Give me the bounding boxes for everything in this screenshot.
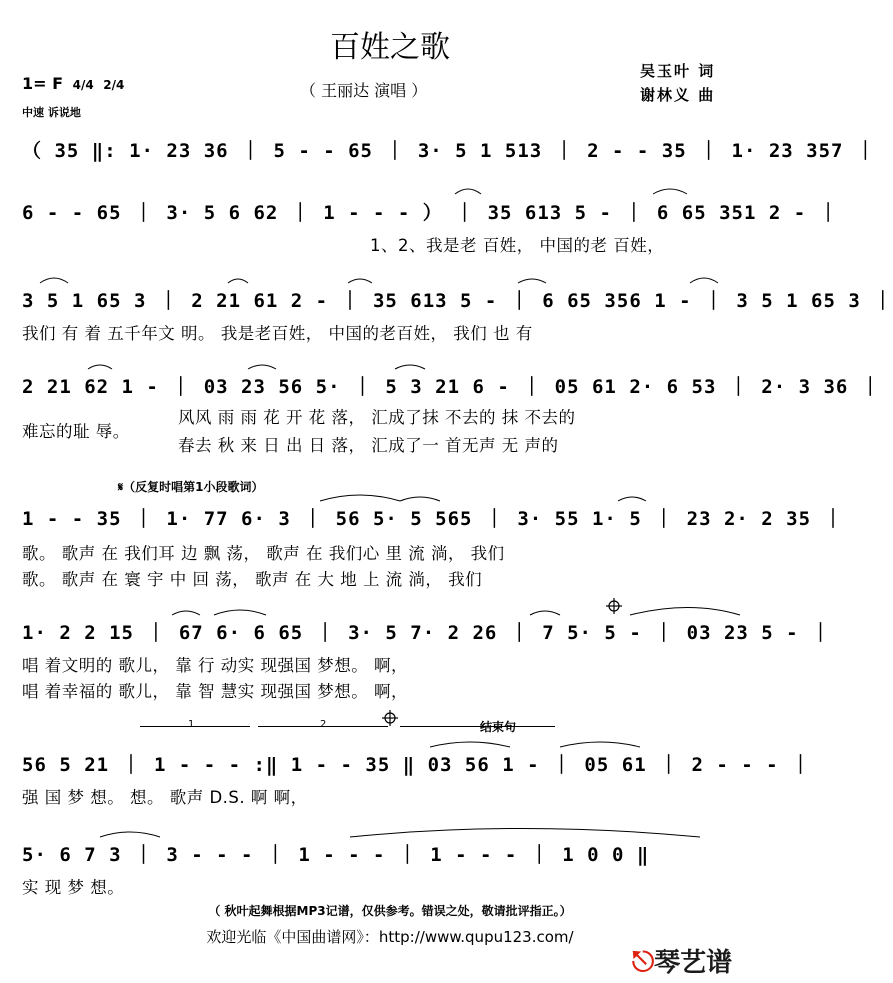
logo-text: 琴艺谱 — [654, 948, 733, 978]
notation-row-4: 2 21 62 1 - ｜ 03 23 56 5· ｜ 5 3 21 6 - ｜ 05 61 2· 6 53 ｜ 2· 3 36 ｜ — [22, 376, 881, 398]
notation-row-7: 56 5 21 ｜ 1 - - - :‖ 1 - - 35 ‖ 03 56 1 - ｜ 05 61 ｜ 2 - - - ｜ — [22, 754, 812, 776]
slur-mark — [228, 279, 248, 283]
slur-mark — [214, 610, 266, 615]
slur-mark — [320, 495, 400, 501]
logo-mark-icon: ⎋ — [632, 945, 655, 978]
slur-mark — [172, 611, 200, 615]
slur-mark — [560, 742, 640, 747]
composer-credit: 谢林义 曲 — [640, 86, 716, 104]
slur-mark — [40, 278, 68, 283]
slur-mark — [400, 497, 440, 501]
lyricist-credit: 吴玉叶 词 — [640, 62, 716, 80]
singer-credit: （ 王丽达 演唱 ） — [300, 81, 428, 100]
segno-instruction: 𝄋（反复时唱第1小段歌词） — [118, 480, 264, 494]
coda-sign-2 — [382, 710, 398, 726]
lyrics-row-8: 实 现 梦 想。 — [22, 878, 125, 897]
slur-mark — [248, 365, 276, 369]
notation-row-1: （ 35 ‖: 1· 23 36 ｜ 5 - - 65 ｜ 3· 5 1 513 ｜ 2 - - 35 ｜ 1· 23 357 ｜ — [22, 140, 876, 162]
transcription-note: （ 秋叶起舞根据MP3记谱，仅供参考。错误之处，敬请批评指正。） — [208, 904, 572, 918]
ending-label: 结束句 — [480, 720, 517, 734]
meter-a: 4/4 — [72, 78, 94, 92]
notation-row-8: 5· 6 7 3 ｜ 3 - - - ｜ 1 - - - ｜ 1 - - - ｜ 1 0 0 ‖ — [22, 844, 650, 866]
tempo-marking: 中速 诉说地 — [22, 106, 81, 119]
meter-b: 2/4 — [103, 78, 125, 92]
slur-mark — [518, 279, 546, 283]
slur-mark — [395, 365, 425, 369]
lyrics-row-5-verse-1: 歌。 歌声 在 我们耳 边 飘 荡， 歌声 在 我们心 里 流 淌， 我们 — [22, 544, 505, 563]
coda-sign-1 — [606, 598, 622, 614]
slur-mark — [430, 742, 510, 747]
volta-1-label: 1 — [188, 719, 195, 730]
slur-mark — [100, 832, 160, 837]
volta-2-label: 2 — [320, 719, 327, 730]
lyrics-row-4-verse-2: 春去 秋 来 日 出 日 落， 汇成了一 首无声 无 声的 — [178, 436, 559, 455]
slur-mark — [653, 189, 687, 194]
slur-mark — [690, 278, 718, 283]
slur-mark — [348, 279, 372, 283]
lyrics-row-3: 我们 有 着 五千年文 明。 我是老百姓， 中国的老百姓， 我们 也 有 — [22, 324, 533, 343]
lyrics-row-4-verse-1: 风风 雨 雨 花 开 花 落， 汇成了抹 不去的 抹 不去的 — [178, 408, 576, 427]
site-credit: 欢迎光临《中国曲谱网》：http://www.qupu123.com/ — [206, 928, 574, 946]
lyrics-row-5-verse-2: 歌。 歌声 在 寰 宇 中 回 荡， 歌声 在 大 地 上 流 淌， 我们 — [22, 570, 483, 589]
slur-mark — [630, 608, 740, 616]
notation-row-5: 1 - - 35 ｜ 1· 77 6· 3 ｜ 56 5· 5 565 ｜ 3· 55 1· 5 ｜ 23 2· 2 35 ｜ — [22, 508, 844, 530]
lyrics-row-6-verse-2: 唱 着幸福的 歌儿， 靠 智 慧实 现强国 梦想。 啊， — [22, 682, 408, 701]
slur-mark — [618, 497, 646, 501]
slur-mark — [350, 829, 700, 838]
slur-mark — [530, 611, 560, 615]
notation-row-6: 1· 2 2 15 ｜ 67 6· 6 65 ｜ 3· 5 7· 2 26 ｜ 7 5· 5 - ｜ 03 23 5 - ｜ — [22, 622, 832, 644]
notation-row-2: 6 - - 65 ｜ 3· 5 6 62 ｜ 1 - - - ） ｜ 35 613 5 - ｜ 6 65 351 2 - ｜ — [22, 202, 839, 224]
lyrics-row-6-verse-1: 唱 着文明的 歌儿， 靠 行 动实 现强国 梦想。 啊， — [22, 656, 408, 675]
lyrics-row-4-lead: 难忘的耻 辱。 — [22, 422, 130, 441]
site-logo — [632, 942, 732, 979]
slur-mark — [455, 189, 481, 194]
slur-mark — [88, 365, 112, 369]
lyrics-row-7: 强 国 梦 想。 想。 歌声 D.S. 啊 啊， — [22, 788, 308, 807]
notation-row-3: 3 5 1 65 3 ｜ 2 21 61 2 - ｜ 35 613 5 - ｜ 6 65 356 1 - ｜ 3 5 1 65 3 ｜ — [22, 290, 893, 312]
key-label: 1= F — [22, 74, 64, 93]
lyrics-row-2: 1、2、我是老 百姓， 中国的老 百姓， — [370, 236, 665, 255]
song-title: 百姓之歌 — [330, 30, 450, 65]
